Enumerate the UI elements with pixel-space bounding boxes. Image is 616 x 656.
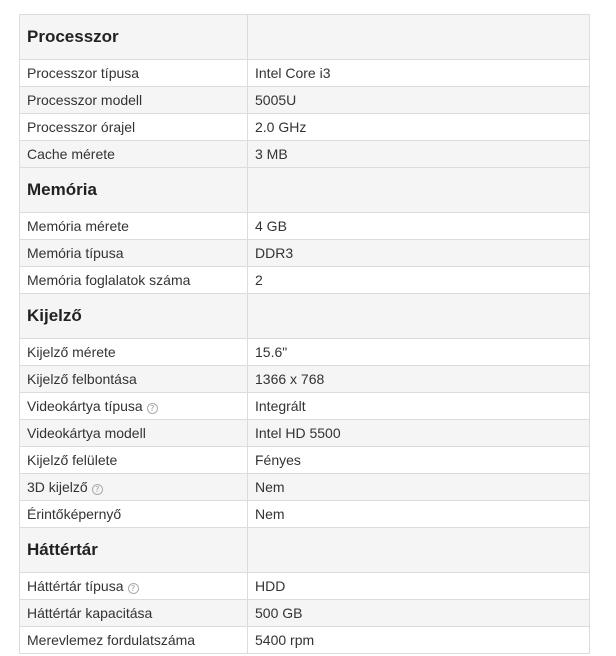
spec-value: 15.6" bbox=[248, 339, 590, 366]
section-title: Háttértár bbox=[20, 528, 248, 573]
spec-label: Érintőképernyő bbox=[27, 506, 122, 522]
spec-value: 1366 x 768 bbox=[248, 366, 590, 393]
spec-label-cell bbox=[20, 366, 248, 393]
spec-row bbox=[20, 393, 590, 420]
spec-row bbox=[20, 213, 590, 240]
spec-row bbox=[20, 447, 590, 474]
spec-value: 2.0 GHz bbox=[248, 114, 590, 141]
spec-label-cell bbox=[20, 393, 248, 420]
spec-value: 4 GB bbox=[248, 213, 590, 240]
spec-label-cell bbox=[20, 114, 248, 141]
spec-label: Memória típusa bbox=[27, 245, 124, 261]
spec-row bbox=[20, 627, 590, 654]
spec-row bbox=[20, 600, 590, 627]
spec-label-cell bbox=[20, 213, 248, 240]
spec-label: Háttértár típusa bbox=[27, 578, 124, 594]
section-title: Kijelző bbox=[20, 294, 248, 339]
spec-label: Videokártya típusa bbox=[27, 398, 143, 414]
spec-row bbox=[20, 60, 590, 87]
spec-row bbox=[20, 87, 590, 114]
spec-label-cell bbox=[20, 267, 248, 294]
spec-label: Kijelző felbontása bbox=[27, 371, 137, 387]
spec-label: Merevlemez fordulatszáma bbox=[27, 632, 196, 648]
spec-label-cell bbox=[20, 141, 248, 168]
help-icon[interactable]: ? bbox=[128, 583, 139, 594]
spec-row bbox=[20, 573, 590, 600]
spec-label: Memória foglalatok száma bbox=[27, 272, 191, 288]
help-icon[interactable]: ? bbox=[147, 403, 158, 414]
spec-label: Kijelző mérete bbox=[27, 344, 116, 360]
spec-label-cell bbox=[20, 240, 248, 267]
spec-value: Fényes bbox=[248, 447, 590, 474]
spec-value: 2 bbox=[248, 267, 590, 294]
spec-row bbox=[20, 240, 590, 267]
spec-label-cell bbox=[20, 447, 248, 474]
spec-value: 5005U bbox=[248, 87, 590, 114]
section-title: Processzor bbox=[20, 15, 248, 60]
spec-row bbox=[20, 420, 590, 447]
spec-row bbox=[20, 366, 590, 393]
spec-value: DDR3 bbox=[248, 240, 590, 267]
spec-label-cell bbox=[20, 87, 248, 114]
help-icon[interactable]: ? bbox=[92, 484, 103, 495]
spec-value: Nem bbox=[248, 501, 590, 528]
spec-label-cell bbox=[20, 60, 248, 87]
section-blank-cell bbox=[248, 15, 590, 60]
spec-label-cell bbox=[20, 501, 248, 528]
spec-table bbox=[19, 14, 590, 654]
section-title: Memória bbox=[20, 168, 248, 213]
section-blank-cell bbox=[248, 168, 590, 213]
spec-value: 5400 rpm bbox=[248, 627, 590, 654]
spec-value: 3 MB bbox=[248, 141, 590, 168]
spec-label: Háttértár kapacitása bbox=[27, 605, 153, 621]
spec-label-cell bbox=[20, 420, 248, 447]
spec-value: HDD bbox=[248, 573, 590, 600]
spec-row bbox=[20, 501, 590, 528]
spec-value: Intel HD 5500 bbox=[248, 420, 590, 447]
spec-row bbox=[20, 114, 590, 141]
spec-label: Processzor típusa bbox=[27, 65, 140, 81]
spec-label: 3D kijelző bbox=[27, 479, 88, 495]
spec-row bbox=[20, 339, 590, 366]
spec-row bbox=[20, 141, 590, 168]
spec-label: Videokártya modell bbox=[27, 425, 146, 441]
spec-value: Nem bbox=[248, 474, 590, 501]
spec-value: Integrált bbox=[248, 393, 590, 420]
spec-label-cell bbox=[20, 573, 248, 600]
spec-label-cell bbox=[20, 627, 248, 654]
spec-table-body bbox=[20, 15, 590, 654]
spec-value: Intel Core i3 bbox=[248, 60, 590, 87]
section-header bbox=[20, 294, 590, 339]
spec-value: 500 GB bbox=[248, 600, 590, 627]
spec-label: Processzor órajel bbox=[27, 119, 136, 135]
spec-label-cell bbox=[20, 600, 248, 627]
spec-label: Processzor modell bbox=[27, 92, 143, 108]
spec-label: Memória mérete bbox=[27, 218, 129, 234]
spec-label-cell bbox=[20, 339, 248, 366]
section-header bbox=[20, 168, 590, 213]
section-blank-cell bbox=[248, 528, 590, 573]
section-header bbox=[20, 528, 590, 573]
spec-label: Kijelző felülete bbox=[27, 452, 118, 468]
section-blank-cell bbox=[248, 294, 590, 339]
spec-label: Cache mérete bbox=[27, 146, 115, 162]
spec-row bbox=[20, 267, 590, 294]
spec-label-cell bbox=[20, 474, 248, 501]
section-header bbox=[20, 15, 590, 60]
spec-row bbox=[20, 474, 590, 501]
